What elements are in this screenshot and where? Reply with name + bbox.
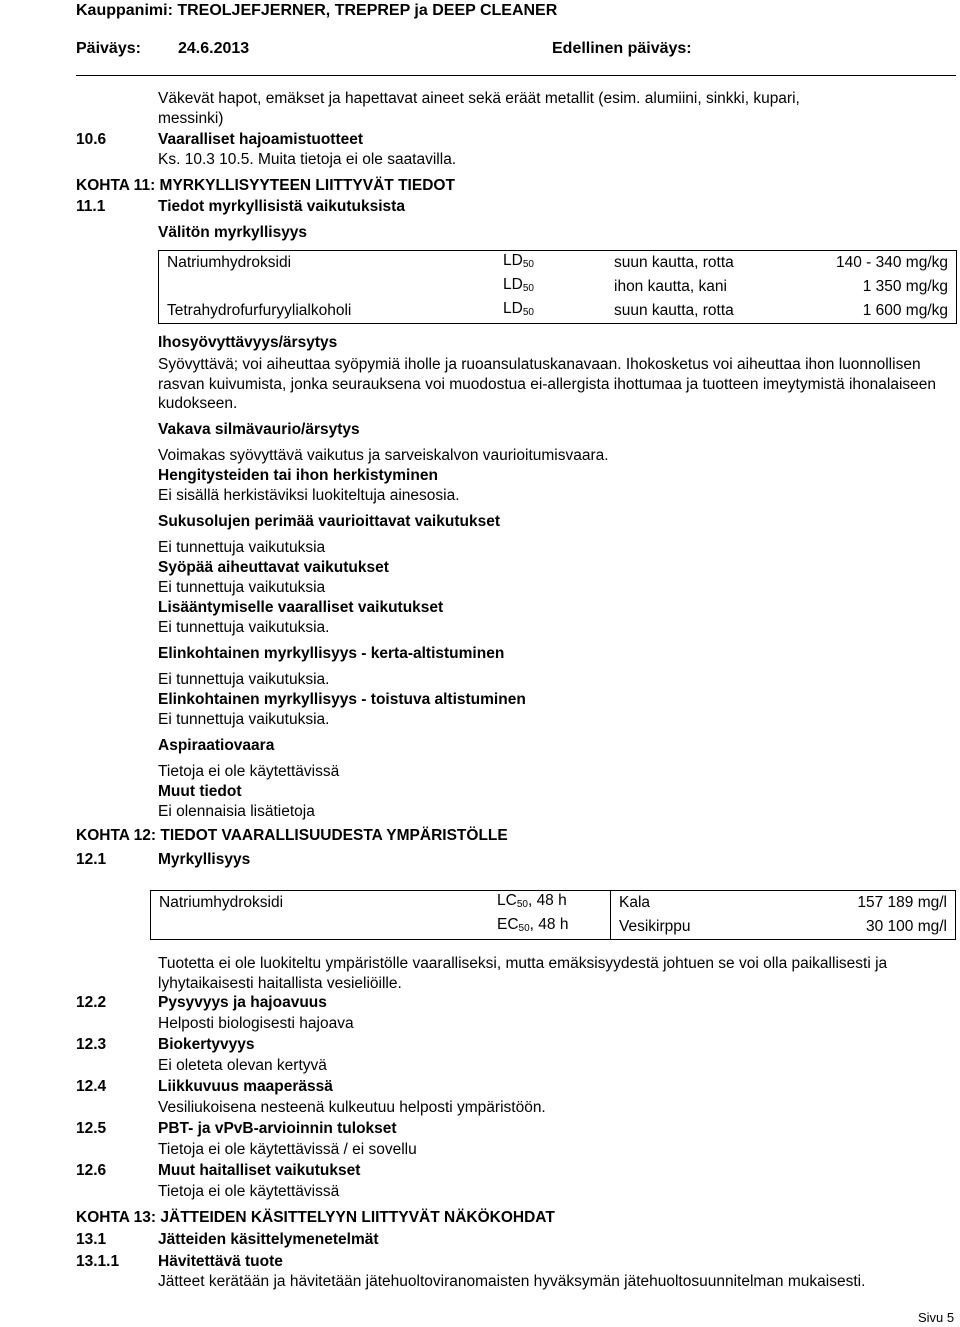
species-cell: Kala xyxy=(611,891,828,916)
route-cell: suun kautta, rotta xyxy=(606,299,792,324)
type-cell: $EC_{50}$, 48 h xyxy=(489,915,611,940)
other-info-text: Ei olennaisia lisätietoja xyxy=(158,803,315,820)
substance-cell xyxy=(159,275,496,299)
type-cell: $LD_{50}$ xyxy=(495,299,606,324)
section-number: 12.1 xyxy=(76,851,107,868)
decomposition-products-text: Ks. 10.3 10.5. Muita tietoja ei ole saatavilla. xyxy=(158,151,457,168)
subsection-text: Tietoja ei ole käytettävissä / ei sovellu xyxy=(158,1141,417,1158)
route-cell: suun kautta, rotta xyxy=(606,251,792,276)
subsection-title: Vaaralliset hajoamistuotteet xyxy=(158,131,364,148)
substance-cell: Natriumhydroksidi xyxy=(159,251,496,276)
reproductive-toxicity-title: Lisääntymiselle vaaralliset vaikutukset xyxy=(158,599,444,616)
table-row xyxy=(159,275,957,299)
subsection-text: Ei oleteta olevan kertyvä xyxy=(158,1057,327,1074)
other-info-title: Muut tiedot xyxy=(158,783,242,800)
value-cell: 1 600 mg/kg xyxy=(792,299,957,324)
section-heading: KOHTA 11: MYRKYLLISYYTEEN LIITTYVÄT TIEDOT xyxy=(76,177,455,194)
subsection-text: Tietoja ei ole käytettävissä xyxy=(158,1183,340,1200)
type-cell: $LD_{50}$ xyxy=(503,276,534,294)
carcinogenicity-text: Ei tunnettuja vaikutuksia xyxy=(158,579,326,596)
subsection-title: PBT- ja vPvB-arvioinnin tulokset xyxy=(158,1120,397,1137)
incompatible-materials-line1: Väkevät hapot, emäkset ja hapettavat aineet sekä eräät metallit (esim. alumiini, sinkki, kupari, xyxy=(158,90,800,107)
section-number: 13.1 xyxy=(76,1231,107,1248)
stot-single-text: Ei tunnettuja vaikutuksia. xyxy=(158,671,330,688)
date-value: 24.6.2013 xyxy=(178,40,250,57)
subsection-title: Muut haitalliset vaikutukset xyxy=(158,1162,361,1179)
table-row xyxy=(151,915,956,940)
skin-corrosion-title: Ihosyövyttävyys/ärsytys xyxy=(158,334,338,351)
disposal-text: Jätteet kerätään ja hävitetään jätehuoltoviranomaisten hyväksymän jätehuoltosuunnitelman mukaisesti. xyxy=(158,1273,866,1290)
sensitisation-text: Ei sisällä herkistäviksi luokiteltuja ainesosia. xyxy=(158,487,460,504)
page-number: Sivu 5 xyxy=(918,1310,955,1325)
aspiration-title: Aspiraatiovaara xyxy=(158,737,275,754)
subsection-title: Liikkuvuus maaperässä xyxy=(158,1078,333,1095)
subsection-title: Myrkyllisyys xyxy=(158,851,251,868)
section-number: 13.1.1 xyxy=(76,1253,120,1270)
section-heading: KOHTA 13: JÄTTEIDEN KÄSITTELYYN LIITTYVÄT NÄKÖKOHDAT xyxy=(76,1209,555,1226)
eye-damage-text: Voimakas syövyttävä vaikutus ja sarveiskalvon vaurioitumisvaara. xyxy=(158,447,609,464)
incompatible-materials-line2: messinki) xyxy=(158,110,224,127)
value-cell: 30 100 mg/l xyxy=(827,915,956,940)
value-cell: 140 - 340 mg/kg xyxy=(792,251,957,276)
section-number: 12.4 xyxy=(76,1078,107,1095)
skin-corrosion-text: Syövyttävä; voi aiheuttaa syöpymiä iholle ja ruoansulatuskanavaan. Ihokosketus voi aiheuttaa ihon luonnollisen rasvan kuivumista, jonka seurauksena voi muodostua ei-allergista ihottumaa ja tuotteen imeytymistä ihonalaiseen kudokseen. xyxy=(158,356,936,412)
subsection-text: Vesiliukoisena nesteenä kulkeutuu helposti ympäristöön. xyxy=(158,1099,546,1116)
subsection-title: Pysyvyys ja hajoavuus xyxy=(158,994,327,1011)
section-number: 10.6 xyxy=(76,131,107,148)
product-name: Kauppanimi: TREOLJEFJERNER, TREPREP ja DEEP CLEANER xyxy=(76,2,558,19)
subsection-title: Hävitettävä tuote xyxy=(158,1253,283,1270)
section-number: 12.5 xyxy=(76,1120,107,1137)
type-cell: $LC_{50}$, 48 h xyxy=(489,891,611,916)
date-label: Päiväys: xyxy=(76,40,141,57)
mutagenicity-text: Ei tunnettuja vaikutuksia xyxy=(158,539,326,556)
subsection-text: Helposti biologisesti hajoava xyxy=(158,1015,354,1032)
route-cell: ihon kautta, kani xyxy=(614,278,727,295)
substance-cell xyxy=(151,915,490,940)
reproductive-toxicity-text: Ei tunnettuja vaikutuksia. xyxy=(158,619,330,636)
carcinogenicity-title: Syöpää aiheuttavat vaikutukset xyxy=(158,559,389,576)
subsection-title: Biokertyvyys xyxy=(158,1036,255,1053)
aquatic-toxicity-table xyxy=(150,890,956,940)
acute-toxicity-table xyxy=(158,250,957,324)
value-cell: 157 189 mg/l xyxy=(827,891,956,916)
section-number: 12.3 xyxy=(76,1036,107,1053)
substance-cell: Natriumhydroksidi xyxy=(151,891,490,916)
subsection-title: Tiedot myrkyllisistä vaikutuksista xyxy=(158,198,405,215)
subsection-title: Jätteiden käsittelymenetelmät xyxy=(158,1231,379,1248)
table-row xyxy=(159,299,957,324)
sensitisation-title: Hengitysteiden tai ihon herkistyminen xyxy=(158,467,438,484)
section-number: 11.1 xyxy=(76,198,106,215)
header-rule xyxy=(76,75,956,76)
section-heading: KOHTA 12: TIEDOT VAARALLISUUDESTA YMPÄRISTÖLLE xyxy=(76,827,508,844)
type-cell: $LD_{50}$ xyxy=(495,251,606,276)
aspiration-text: Tietoja ei ole käytettävissä xyxy=(158,763,340,780)
previous-date-label: Edellinen päiväys: xyxy=(552,40,692,57)
stot-single-title: Elinkohtainen myrkyllisyys - kerta-altistuminen xyxy=(158,645,505,662)
table-row xyxy=(159,251,957,276)
acute-toxicity-title: Välitön myrkyllisyys xyxy=(158,224,308,241)
table-row xyxy=(151,891,956,916)
substance-cell: Tetrahydrofurfuryylialkoholi xyxy=(159,299,496,324)
eye-damage-title: Vakava silmävaurio/ärsytys xyxy=(158,421,360,438)
species-cell: Vesikirppu xyxy=(611,915,828,940)
section-number: 12.2 xyxy=(76,994,107,1011)
stot-repeated-title: Elinkohtainen myrkyllisyys - toistuva altistuminen xyxy=(158,691,526,708)
mutagenicity-title: Sukusolujen perimää vaurioittavat vaikutukset xyxy=(158,513,500,530)
section-number: 12.6 xyxy=(76,1162,107,1179)
toxicity-text: Tuotetta ei ole luokiteltu ympäristölle vaaralliseksi, mutta emäksisyydestä johtuen se voi olla paikallisesti ja lyhytaikaisesti haitallista vesieliöille. xyxy=(158,955,888,992)
value-cell: 1 350 mg/kg xyxy=(792,275,957,299)
stot-repeated-text: Ei tunnettuja vaikutuksia. xyxy=(158,711,330,728)
